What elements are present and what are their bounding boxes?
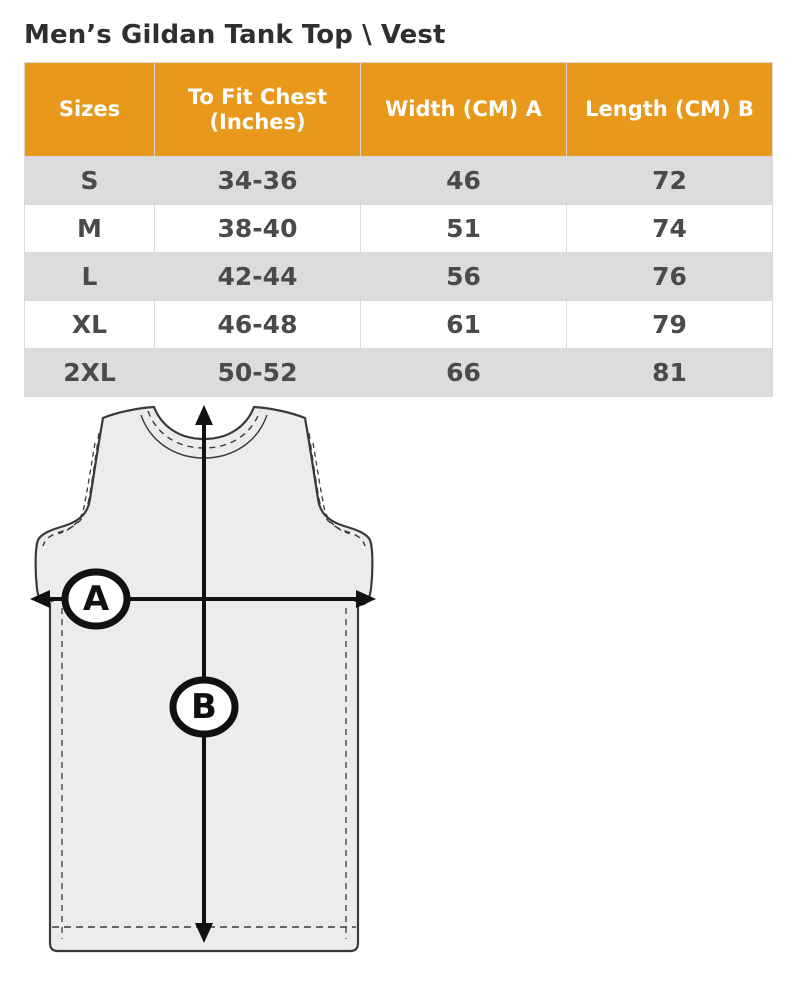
table-row (25, 205, 773, 253)
cell-chest: 42-44 (155, 253, 361, 301)
table-row (25, 301, 773, 349)
cell-size: XL (25, 301, 155, 349)
table-row (25, 349, 773, 397)
cell-length: 74 (567, 205, 773, 253)
table-header-row (25, 63, 773, 157)
column-header-length: Length (CM) B (567, 63, 773, 157)
table-row (25, 253, 773, 301)
cell-size: L (25, 253, 155, 301)
table-row (25, 157, 773, 205)
cell-size: M (25, 205, 155, 253)
cell-chest: 46-48 (155, 301, 361, 349)
column-header-sizes: Sizes (25, 63, 155, 157)
cell-width: 56 (361, 253, 567, 301)
column-header-chest: To Fit Chest (Inches) (155, 63, 361, 157)
cell-size: 2XL (25, 349, 155, 397)
garment-diagram (0, 403, 800, 983)
cell-chest: 38-40 (155, 205, 361, 253)
cell-width: 61 (361, 301, 567, 349)
marker-b (173, 680, 235, 734)
page-title: Men’s Gildan Tank Top \ Vest (24, 20, 446, 50)
cell-length: 79 (567, 301, 773, 349)
size-chart-table (24, 62, 773, 397)
cell-length: 81 (567, 349, 773, 397)
cell-length: 76 (567, 253, 773, 301)
column-header-width: Width (CM) A (361, 63, 567, 157)
cell-chest: 50-52 (155, 349, 361, 397)
marker-b-label: B (191, 687, 217, 727)
cell-length: 72 (567, 157, 773, 205)
cell-width: 51 (361, 205, 567, 253)
marker-a-label: A (82, 579, 110, 619)
marker-a (65, 572, 127, 626)
cell-width: 66 (361, 349, 567, 397)
cell-chest: 34-36 (155, 157, 361, 205)
cell-size: S (25, 157, 155, 205)
cell-width: 46 (361, 157, 567, 205)
